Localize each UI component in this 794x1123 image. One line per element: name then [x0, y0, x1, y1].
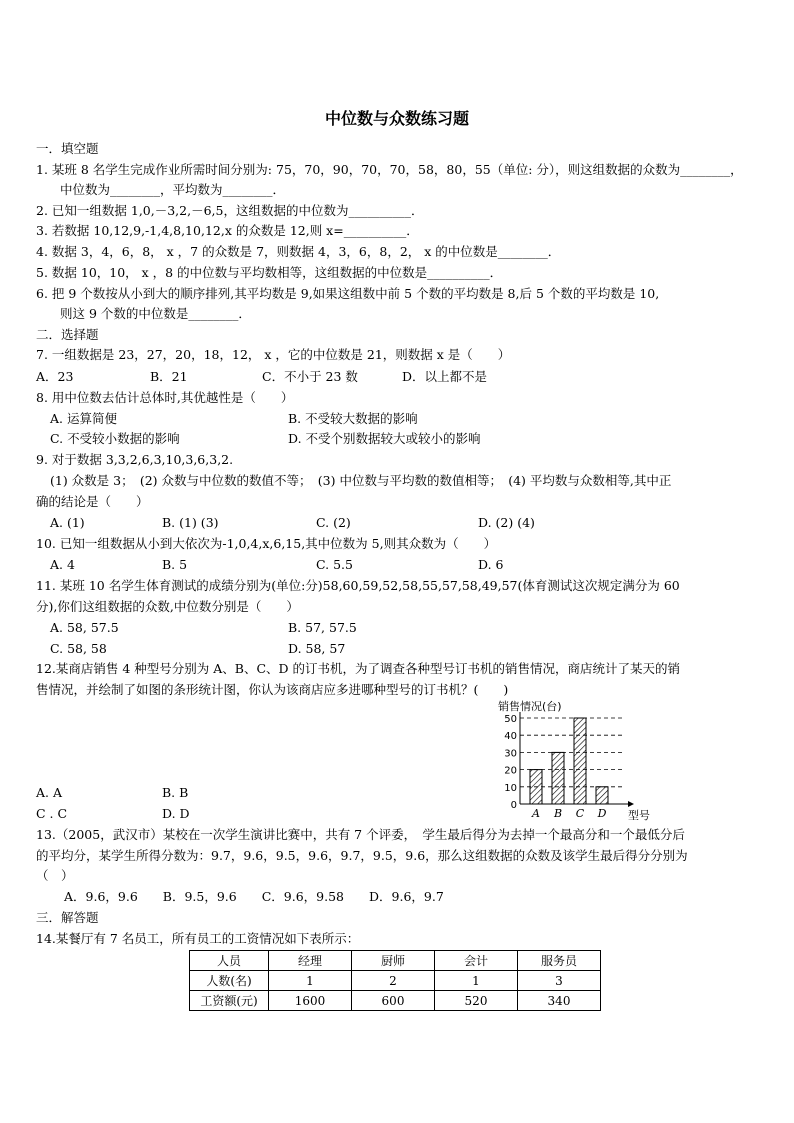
table-cell: 人员	[190, 951, 269, 971]
table-row	[190, 971, 601, 991]
chart-bar-b	[552, 752, 564, 804]
chart-x-tick-label: C	[575, 807, 585, 820]
table-cell: 经理	[269, 951, 352, 971]
chart-x-axis-label: 型号	[628, 809, 650, 822]
question-13-line-3: （ ）	[36, 868, 74, 883]
table-cell: 1	[435, 971, 518, 991]
table-cell: 2	[352, 971, 435, 991]
question-11-option-b: B. 57, 57.5	[288, 620, 357, 635]
table-cell: 会计	[435, 951, 518, 971]
x-axis-arrow-icon	[628, 801, 634, 807]
question-3: 3. 若数据 10,12,9,-1,4,8,10,12,x 的众数是 12,则 x=__________．	[36, 223, 419, 238]
chart-y-tick-label: 50	[504, 714, 517, 725]
question-1-line-2: 中位数为________，平均数为________．	[60, 182, 286, 197]
question-9-option-d: D. (2) (4)	[478, 515, 535, 530]
question-14-stem: 14.某餐厅有 7 名员工，所有员工的工资情况如下表所示：	[36, 931, 360, 946]
page-title: 中位数与众数练习题	[324, 109, 469, 128]
table-cell: 340	[518, 991, 601, 1011]
question-13-options: A．9.6，9.6 B．9.5，9.6 C．9.6，9.58 D．9.6，9.7	[64, 889, 444, 904]
question-11-line-2: 分),你们这组数据的众数,中位数分别是（ ）	[36, 599, 299, 614]
question-2: 2. 已知一组数据 1,0,－3,2,－6,5，这组数据的中位数为__________．	[36, 203, 424, 218]
question-8-option-d: D. 不受个别数据较大或较小的影响	[288, 431, 481, 446]
question-4: 4. 数据 3，4，6，8， x ，7 的众数是 7，则数据 4，3，6，8，2， x 的中位数是________．	[36, 244, 561, 259]
question-9-option-c: C. (2)	[316, 515, 351, 530]
question-13-line-1: 13.（2005，武汉市）某校在一次学生演讲比赛中，共有 7 个评委， 学生最后得分为去掉一个最高分和一个最低分后	[36, 827, 685, 842]
table-cell: 600	[352, 991, 435, 1011]
question-7-option-a: A．23	[36, 369, 74, 384]
chart-y-tick-label: 10	[504, 782, 517, 794]
table-cell: 厨师	[352, 951, 435, 971]
section-choice: 二．选择题	[36, 327, 99, 342]
question-9-option-b: B. (1) (3)	[162, 515, 219, 530]
question-12-option-a: A. A	[36, 785, 63, 800]
question-7-option-b: B．21	[150, 369, 188, 384]
question-6-line-2: 则这 9 个数的中位数是________．	[60, 306, 251, 321]
chart-x-tick-label: B	[553, 807, 563, 820]
question-7-stem: 7. 一组数据是 23，27，20，18，12， x ，它的中位数是 21，则数据 x 是（ ）	[36, 347, 511, 362]
question-10-option-d: D. 6	[478, 557, 504, 572]
question-13-line-2: 的平均分，某学生所得分数为：9.7，9.6，9.5，9.6，9.7，9.5，9.6，那么这组数据的众数及该学生最后得分分别为	[36, 848, 688, 863]
chart-y-tick-label: 30	[504, 748, 517, 760]
section-answer: 三．解答题	[36, 910, 99, 925]
question-12-line-1: 12.某商店销售 4 种型号分别为 A、B、C、D 的订书机，为了调查各种型号订书机的销售情况，商店统计了某天的销	[36, 661, 681, 676]
question-8-option-b: B. 不受较大数据的影响	[288, 411, 418, 426]
question-9-stem: 9. 对于数据 3,3,2,6,3,10,3,6,3,2.	[36, 452, 234, 467]
question-10-stem: 10. 已知一组数据从小到大依次为-1,0,4,x,6,15,其中位数为 5,则其众数为（ ）	[36, 536, 497, 551]
question-9-option-a: A. (1)	[50, 515, 85, 530]
question-12-option-d: D. D	[162, 806, 190, 821]
question-12-option-b: B. B	[162, 785, 189, 800]
table-cell: 1	[269, 971, 352, 991]
table-cell: 3	[518, 971, 601, 991]
question-12-line-2: 售情况，并绘制了如图的条形统计图，你认为该商店应多进哪种型号的订书机？( )	[36, 682, 509, 697]
sales-bar-chart	[496, 698, 650, 822]
question-11-option-c: C. 58, 58	[50, 641, 107, 656]
chart-y-tick-label: 40	[504, 731, 517, 743]
chart-y-axis-label: 销售情况(台)	[498, 700, 562, 713]
chart-bar-c	[574, 718, 586, 804]
question-11-option-d: D. 58, 57	[288, 641, 346, 656]
chart-y-tick-labels	[504, 714, 517, 811]
question-12-option-c: C . C	[36, 806, 68, 821]
table-cell: 1600	[269, 991, 352, 1011]
chart-x-tick-label: D	[597, 807, 607, 820]
question-8-option-c: C. 不受较小数据的影响	[50, 431, 180, 446]
table-cell: 工资额(元)	[190, 991, 269, 1011]
chart-x-tick-labels	[531, 807, 607, 820]
chart-y-tick-label: 0	[510, 800, 517, 811]
table-cell: 服务员	[518, 951, 601, 971]
question-10-option-b: B. 5	[162, 557, 188, 572]
question-9-statements: (1) 众数是 3； (2) 众数与中位数的数值不等； (3) 中位数与平均数的数值相等； (4) 平均数与众数相等,其中正	[50, 473, 672, 488]
table-header-row	[190, 951, 601, 971]
table-cell: 520	[435, 991, 518, 1011]
table-cell: 人数(名)	[190, 971, 269, 991]
question-5: 5. 数据 10，10， x ，8 的中位数与平均数相等，这组数据的中位数是__________．	[36, 265, 503, 280]
table-row	[190, 991, 601, 1011]
salary-table	[189, 950, 601, 1011]
question-8-option-a: A. 运算简便	[50, 411, 117, 426]
chart-bars	[530, 718, 608, 804]
chart-bar-d	[596, 787, 608, 804]
question-7-option-c: C．不小于 23 数	[262, 369, 358, 384]
chart-x-tick-label: A	[532, 807, 540, 820]
question-10-option-a: A. 4	[50, 557, 75, 572]
question-6-line-1: 6. 把 9 个数按从小到大的顺序排列,其平均数是 9,如果这组数中前 5 个数的平均数是 8,后 5 个数的平均数是 10,	[36, 286, 660, 301]
question-8-stem: 8. 用中位数去估计总体时,其优越性是（ ）	[36, 390, 294, 405]
question-7-option-d: D．以上都不是	[402, 369, 488, 384]
question-10-option-c: C. 5.5	[316, 557, 353, 572]
question-11-option-a: A. 58, 57.5	[50, 620, 119, 635]
question-1-line-1: 1. 某班 8 名学生完成作业所需时间分别为: 75，70，90，70，70，58，80，55（单位: 分），则这组数据的众数为________，	[36, 162, 743, 177]
chart-y-tick-label: 20	[504, 765, 517, 777]
chart-bar-a	[530, 770, 542, 804]
question-11-line-1: 11. 某班 10 名学生体育测试的成绩分别为(单位:分)58,60,59,52,58,55,57,58,49,57(体育测试这次规定满分为 60	[36, 578, 680, 593]
question-9-line-3: 确的结论是（ ）	[36, 494, 149, 509]
section-fill-in: 一．填空题	[36, 141, 99, 156]
